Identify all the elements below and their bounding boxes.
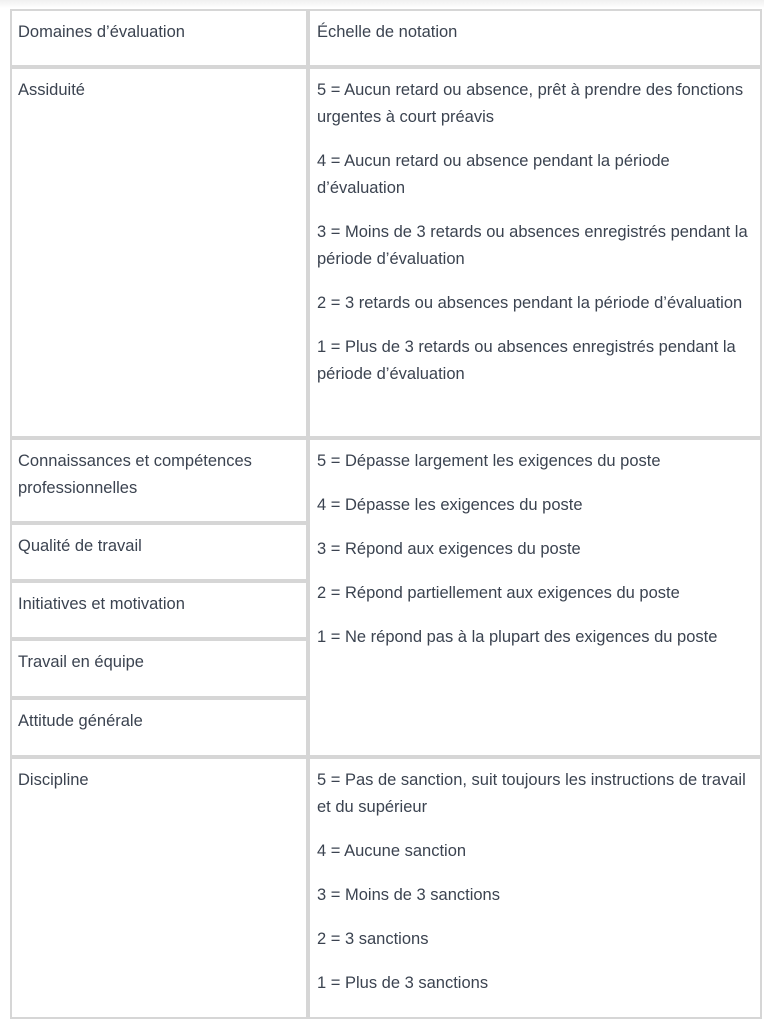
header-cell-domains	[10, 9, 308, 67]
scale-item-4: 4 = Dépasse les exigences du poste	[317, 496, 583, 514]
top-edge-shadow	[0, 0, 764, 8]
scale-item-5: 5 = Aucun retard ou absence, prêt à prendre des fonctions urgentes à court préavis	[317, 81, 744, 126]
scale-item-2: 2 = Répond partiellement aux exigences du poste	[317, 584, 680, 602]
scale-item-4: 4 = Aucun retard ou absence pendant la période d’évaluation	[317, 152, 670, 197]
scale-cell-discipline	[308, 757, 762, 1019]
scale-item-3: 3 = Répond aux exigences du poste	[317, 540, 581, 558]
scale-cell-competences	[308, 438, 762, 757]
scale-item-2: 2 = 3 retards ou absences pendant la période d’évaluation	[317, 294, 743, 312]
scale-item-5: 5 = Dépasse largement les exigences du poste	[317, 452, 661, 470]
scale-item-1: 1 = Plus de 3 sanctions	[317, 974, 489, 992]
domain-cell-discipline	[10, 757, 308, 1019]
domain-cell-travail-equipe	[10, 639, 308, 698]
scale-item-5: 5 = Pas de sanction, suit toujours les instructions de travail et du supérieur	[317, 771, 746, 816]
domain-cell-attitude	[10, 698, 308, 757]
domain-label: Travail en équipe	[18, 653, 144, 671]
domain-label: Connaissances et compétences professionnelles	[18, 452, 252, 497]
scale-item-4: 4 = Aucune sanction	[317, 842, 467, 860]
domain-cell-connaissances	[10, 438, 308, 523]
domain-cell-qualite	[10, 523, 308, 581]
domain-label: Initiatives et motivation	[18, 595, 185, 613]
domain-label: Attitude générale	[18, 712, 143, 730]
scale-item-2: 2 = 3 sanctions	[317, 930, 429, 948]
scale-cell-assiduite	[308, 67, 762, 438]
scale-item-1: 1 = Ne répond pas à la plupart des exigences du poste	[317, 628, 718, 646]
scale-item-1: 1 = Plus de 3 retards ou absences enregistrés pendant la période d’évaluation	[317, 338, 736, 383]
domain-label: Discipline	[18, 771, 89, 789]
scale-item-3: 3 = Moins de 3 sanctions	[317, 886, 500, 904]
domain-cell-initiatives	[10, 581, 308, 639]
header-domains-label: Domaines d’évaluation	[18, 23, 185, 41]
domain-label: Qualité de travail	[18, 537, 142, 555]
header-cell-scale	[308, 9, 762, 67]
domain-cell-assiduite	[10, 67, 308, 438]
domain-label: Assiduité	[18, 81, 85, 99]
scale-item-3: 3 = Moins de 3 retards ou absences enregistrés pendant la période d’évaluation	[317, 223, 748, 268]
header-scale-label: Échelle de notation	[317, 23, 458, 41]
